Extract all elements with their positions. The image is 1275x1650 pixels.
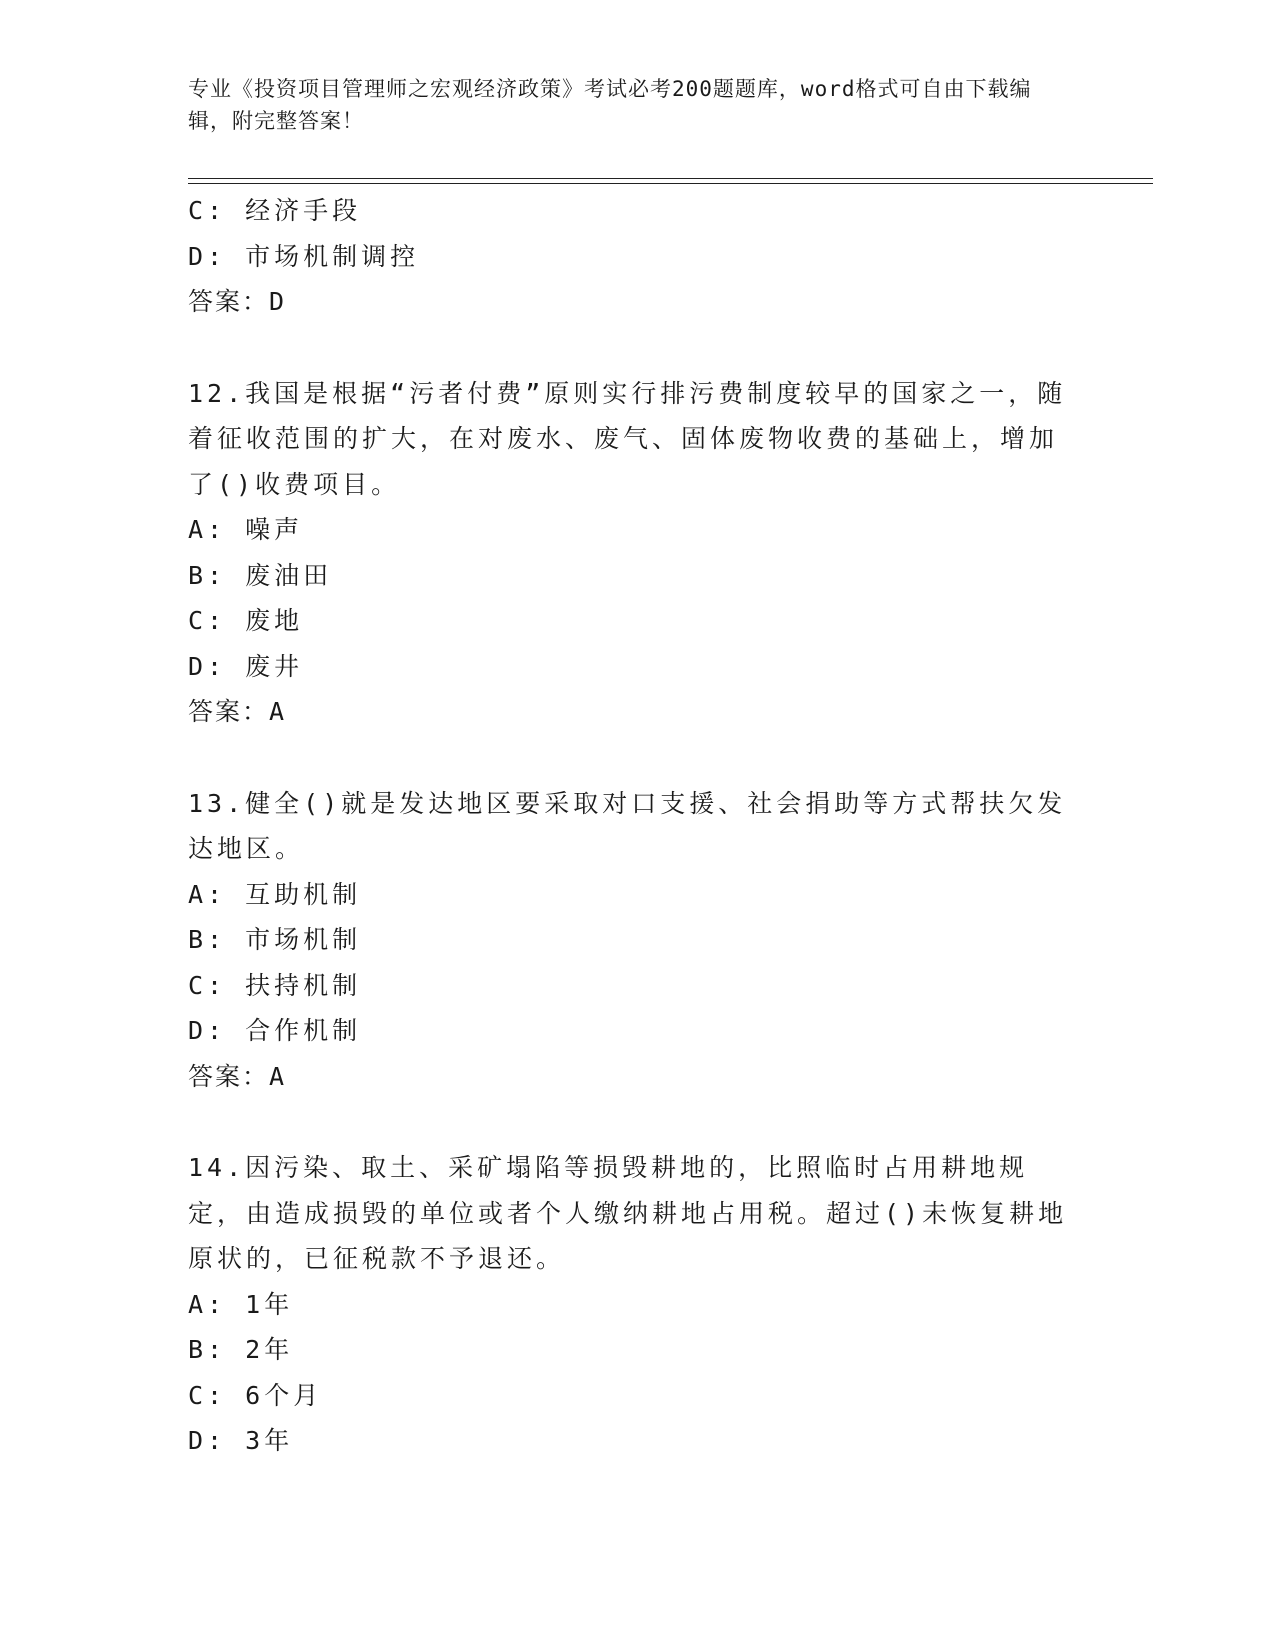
option-d: D: 市场机制调控 [188,241,420,271]
question-stem: 12.我国是根据“污者付费”原则实行排污费制度较早的国家之一，随着征收范围的扩大，在对废水、废气、固体废物收费的基础上，增加了()收费项目。 [188,378,1067,499]
option-c: C: 扶持机制 [188,970,362,1000]
page-header: 专业《投资项目管理师之宏观经济政策》考试必考200题题库，word格式可自由下载编辑，附完整答案！ [188,77,1032,133]
question-stem: 13.健全()就是发达地区要采取对口支援、社会捐助等方式帮扶欠发达地区。 [188,788,1067,863]
question-11-tail [188,188,1088,325]
option-b: B: 市场机制 [188,925,362,954]
answer: 答案：A [188,1061,287,1091]
spacer [188,735,1088,781]
spacer [188,1099,1088,1145]
answer: 答案：A [188,697,287,726]
answer: 答案：D [188,287,287,316]
option-c: C: 废地 [188,606,304,635]
header-rule-bottom [188,183,1153,184]
option-d: D: 合作机制 [188,1016,362,1045]
option-d: D: 废井 [188,651,304,681]
option-a: A: 1年 [188,1289,294,1319]
question-stem: 14.因污染、取土、采矿塌陷等损毁耕地的，比照临时占用耕地规定，由造成损毁的单位或者个人缴纳耕地占用税。超过()未恢复耕地原状的，已征税款不予退还。 [188,1153,1068,1273]
question-13 [188,781,1088,1100]
option-c: C: 6个月 [188,1380,323,1410]
option-c: C: 经济手段 [188,196,362,225]
question-12 [188,371,1088,735]
question-list [188,188,1088,1464]
option-b: B: 废油田 [188,560,333,590]
option-a: A: 噪声 [188,515,304,544]
spacer [188,325,1088,371]
option-d: D: 3年 [188,1426,294,1455]
header-rule-top [188,178,1153,179]
option-b: B: 2年 [188,1335,294,1364]
question-14 [188,1145,1088,1464]
option-a: A: 互助机制 [188,879,362,909]
